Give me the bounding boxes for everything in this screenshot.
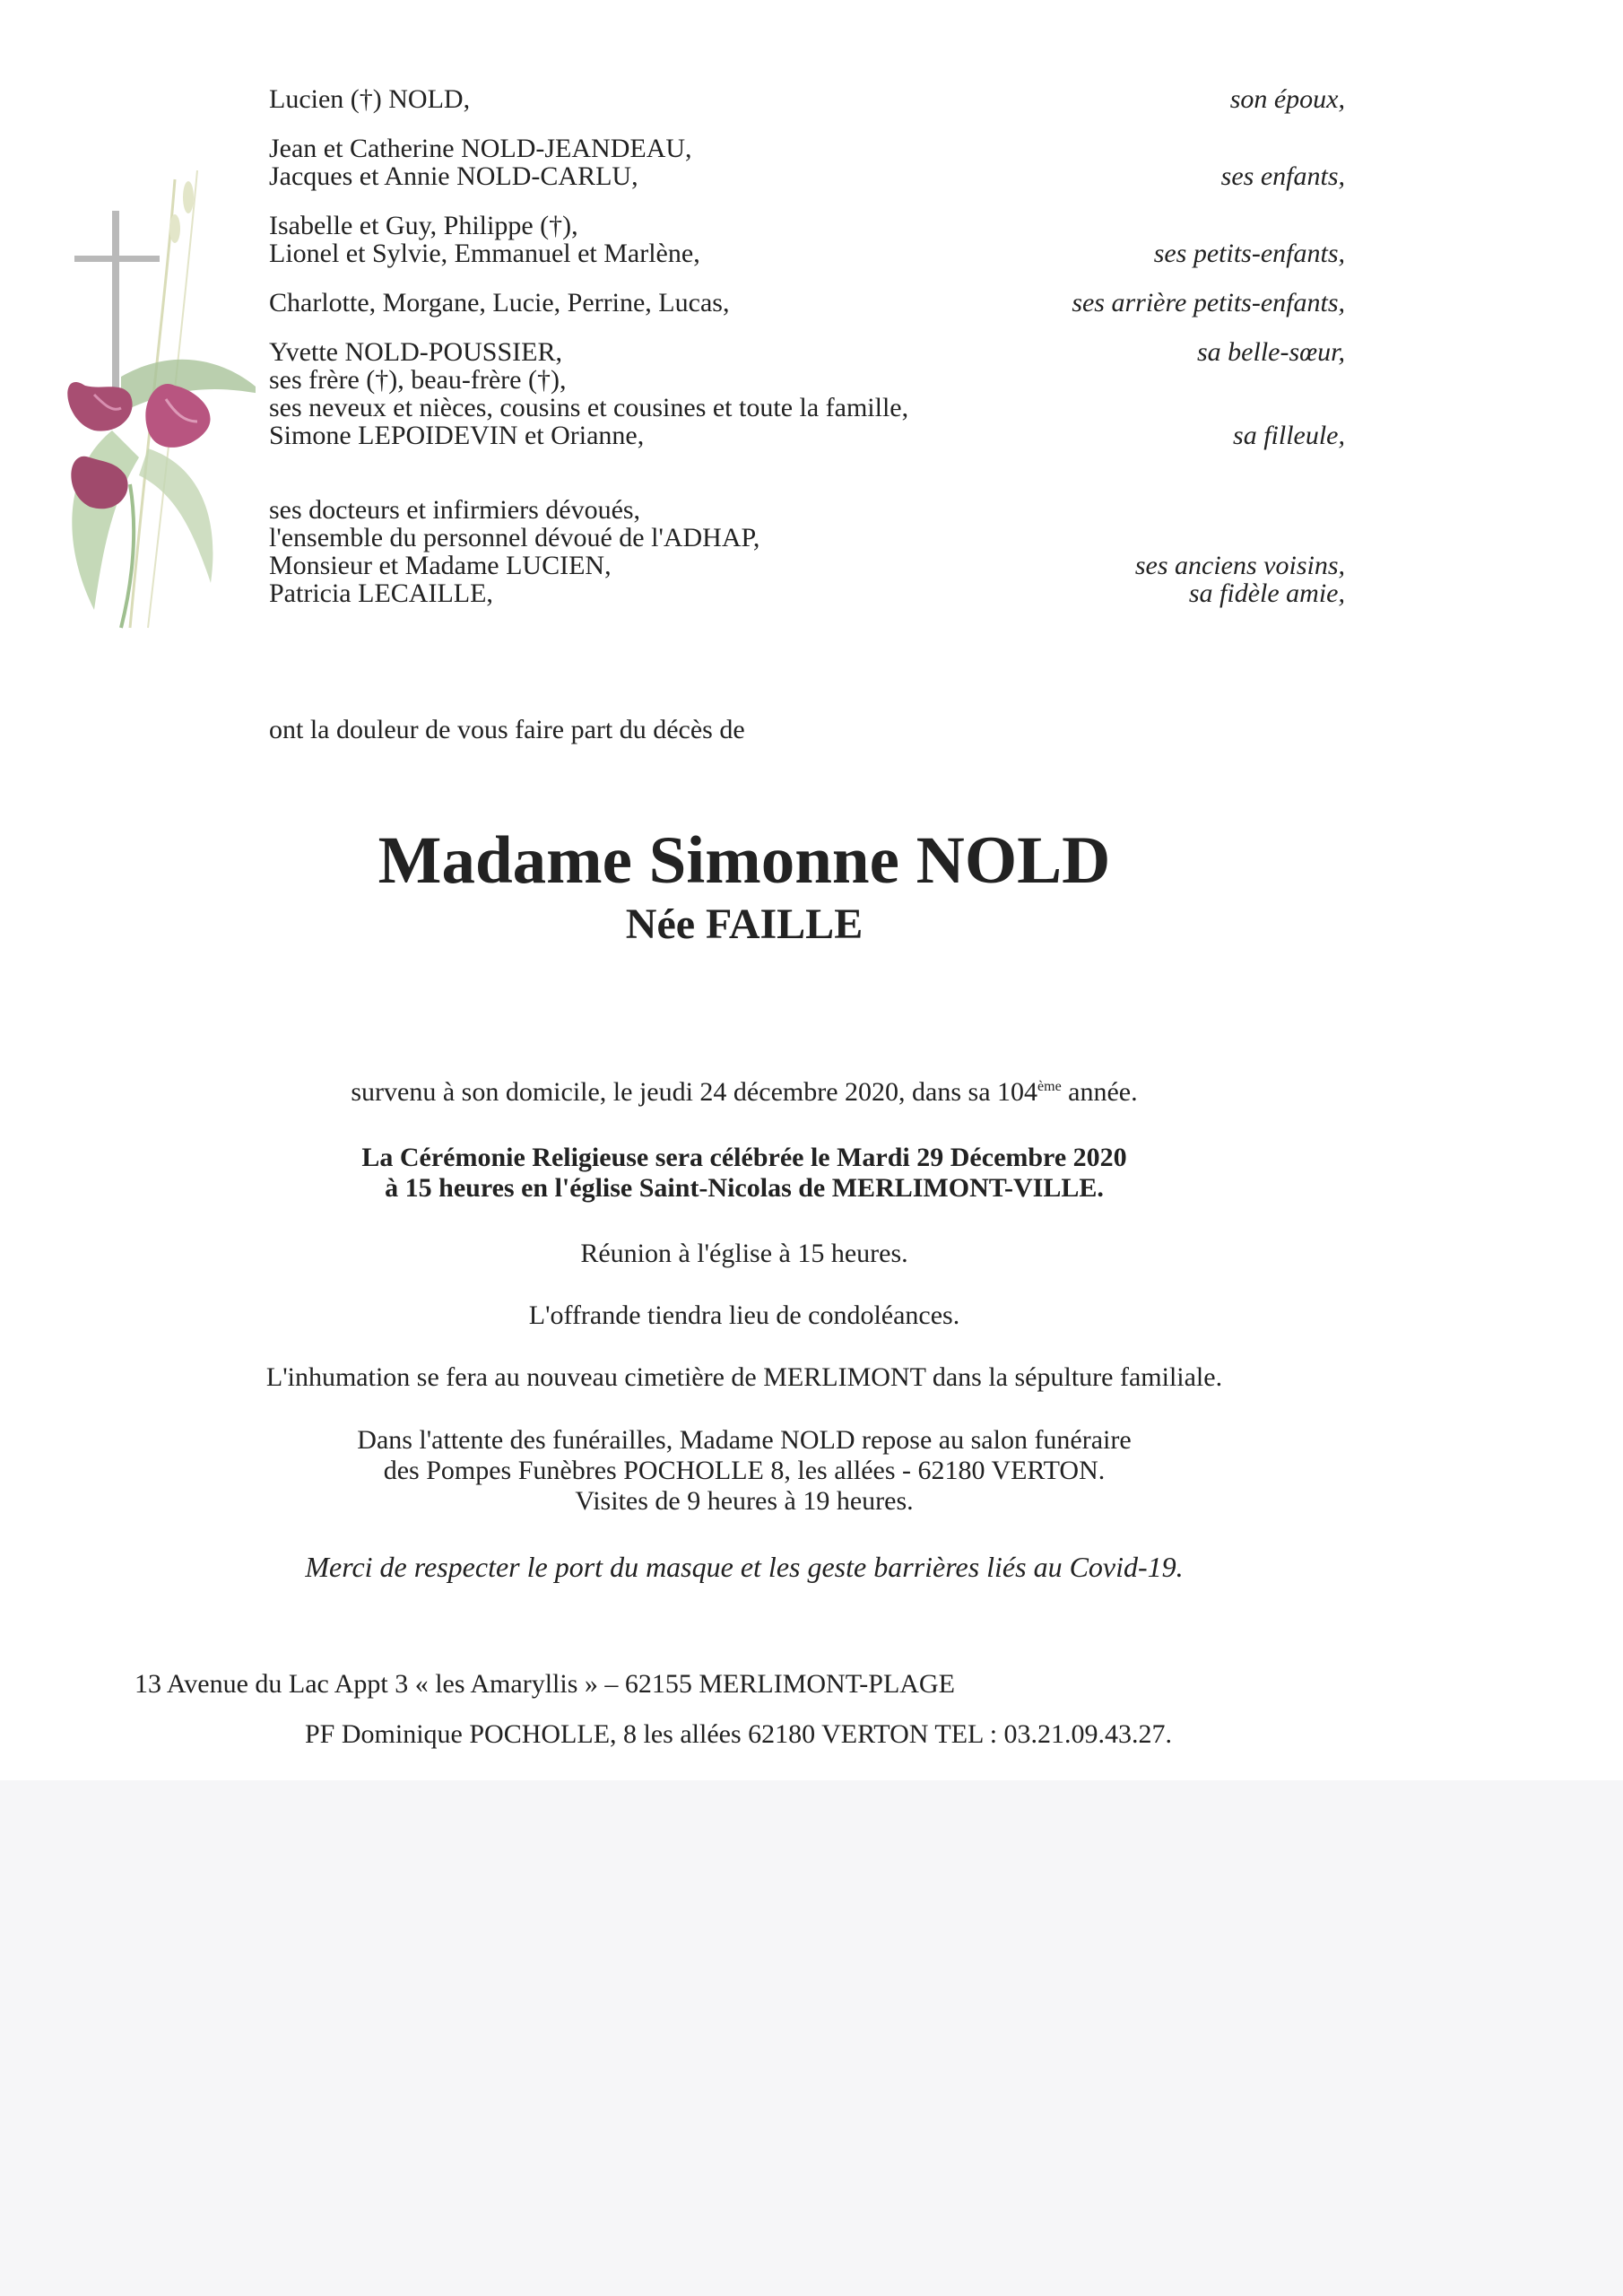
funeral-home-contact: PF Dominique POCHOLLE, 8 les allées 62180 VERTON TEL : 03.21.09.43.27.	[305, 1719, 1173, 1749]
family-entry-spouse	[269, 85, 1345, 113]
announcement-intro: ont la douleur de vous faire part du décès de	[269, 715, 745, 744]
deceased-maiden-name: Née FAILLE	[625, 900, 864, 948]
family-name: ses frère (†), beau-frère (†),	[269, 365, 567, 395]
death-details-text: survenu à son domicile, le jeudi 24 décembre 2020, dans sa 104	[351, 1077, 1038, 1107]
family-name: Simone LEPOIDEVIN et Orianne,	[269, 421, 645, 450]
family-entry-children	[269, 135, 1345, 190]
meeting-info: Réunion à l'église à 15 heures.	[580, 1239, 908, 1268]
family-name: Lionel et Sylvie, Emmanuel et Marlène,	[269, 239, 700, 268]
family-name: Jacques et Annie NOLD-CARLU,	[269, 161, 638, 191]
family-entry-sister-in-law	[269, 338, 1345, 394]
family-name: Lucien (†) NOLD,	[269, 84, 471, 114]
visit-line-1: Dans l'attente des funérailles, Madame NOLD repose au salon funéraire	[357, 1425, 1132, 1455]
family-name: Yvette NOLD-POUSSIER,	[269, 337, 562, 367]
family-relation: ses anciens voisins,	[1134, 551, 1345, 580]
family-name: Monsieur et Madame LUCIEN,	[269, 551, 612, 580]
visit-line-2: des Pompes Funèbres POCHOLLE 8, les allées - 62180 VERTON.	[383, 1456, 1106, 1485]
family-list	[269, 85, 1345, 607]
family-relation: ses enfants,	[1220, 161, 1345, 191]
visit-line-3: Visites de 9 heures à 19 heures.	[575, 1486, 914, 1516]
ceremony-line-1: La Cérémonie Religieuse sera célébrée le Mardi 29 Décembre 2020	[361, 1143, 1127, 1172]
family-relation: ses petits-enfants,	[1153, 239, 1345, 268]
family-relation: sa belle-sœur,	[1197, 337, 1345, 367]
family-relation: ses arrière petits-enfants,	[1072, 288, 1345, 317]
ceremony-line-2: à 15 heures en l'église Saint-Nicolas de MERLIMONT-VILLE.	[385, 1173, 1104, 1203]
family-entry-friends	[269, 496, 1345, 607]
cross-and-lily-ornament-icon	[40, 161, 256, 646]
scan-background	[0, 1780, 1623, 2296]
family-name: l'ensemble du personnel dévoué de l'ADHAP,	[269, 523, 760, 552]
family-name: Patricia LECAILLE,	[269, 578, 493, 608]
family-name: ses neveux et nièces, cousins et cousines et toute la famille,	[269, 393, 909, 422]
family-name: Isabelle et Guy, Philippe (†),	[269, 211, 578, 240]
deceased-name: Madame Simonne NOLD	[378, 823, 1111, 898]
family-relation: sa filleule,	[1233, 421, 1345, 450]
death-details	[0, 1078, 1488, 1107]
family-address: 13 Avenue du Lac Appt 3 « les Amaryllis » – 62155 MERLIMONT-PLAGE	[135, 1669, 955, 1699]
covid-notice: Merci de respecter le port du masque et les geste barrières liés au Covid-19.	[305, 1551, 1184, 1583]
family-relation: sa fidèle amie,	[1188, 578, 1345, 608]
family-entry-great-grandchildren	[269, 289, 1345, 317]
family-relation: son époux,	[1229, 84, 1345, 114]
family-entry-grandchildren	[269, 212, 1345, 267]
death-details-end: année.	[1061, 1077, 1138, 1107]
ordinal-suffix: ème	[1037, 1079, 1062, 1094]
family-name: Jean et Catherine NOLD-JEANDEAU,	[269, 134, 692, 163]
offering-info: L'offrande tiendra lieu de condoléances.	[528, 1300, 960, 1330]
family-name: Charlotte, Morgane, Lucie, Perrine, Lucas,	[269, 288, 730, 317]
burial-info: L'inhumation se fera au nouveau cimetière de MERLIMONT dans la sépulture familiale.	[265, 1362, 1223, 1392]
family-name: ses docteurs et infirmiers dévoués,	[269, 495, 641, 525]
family-entry-goddaughter	[269, 394, 1345, 449]
